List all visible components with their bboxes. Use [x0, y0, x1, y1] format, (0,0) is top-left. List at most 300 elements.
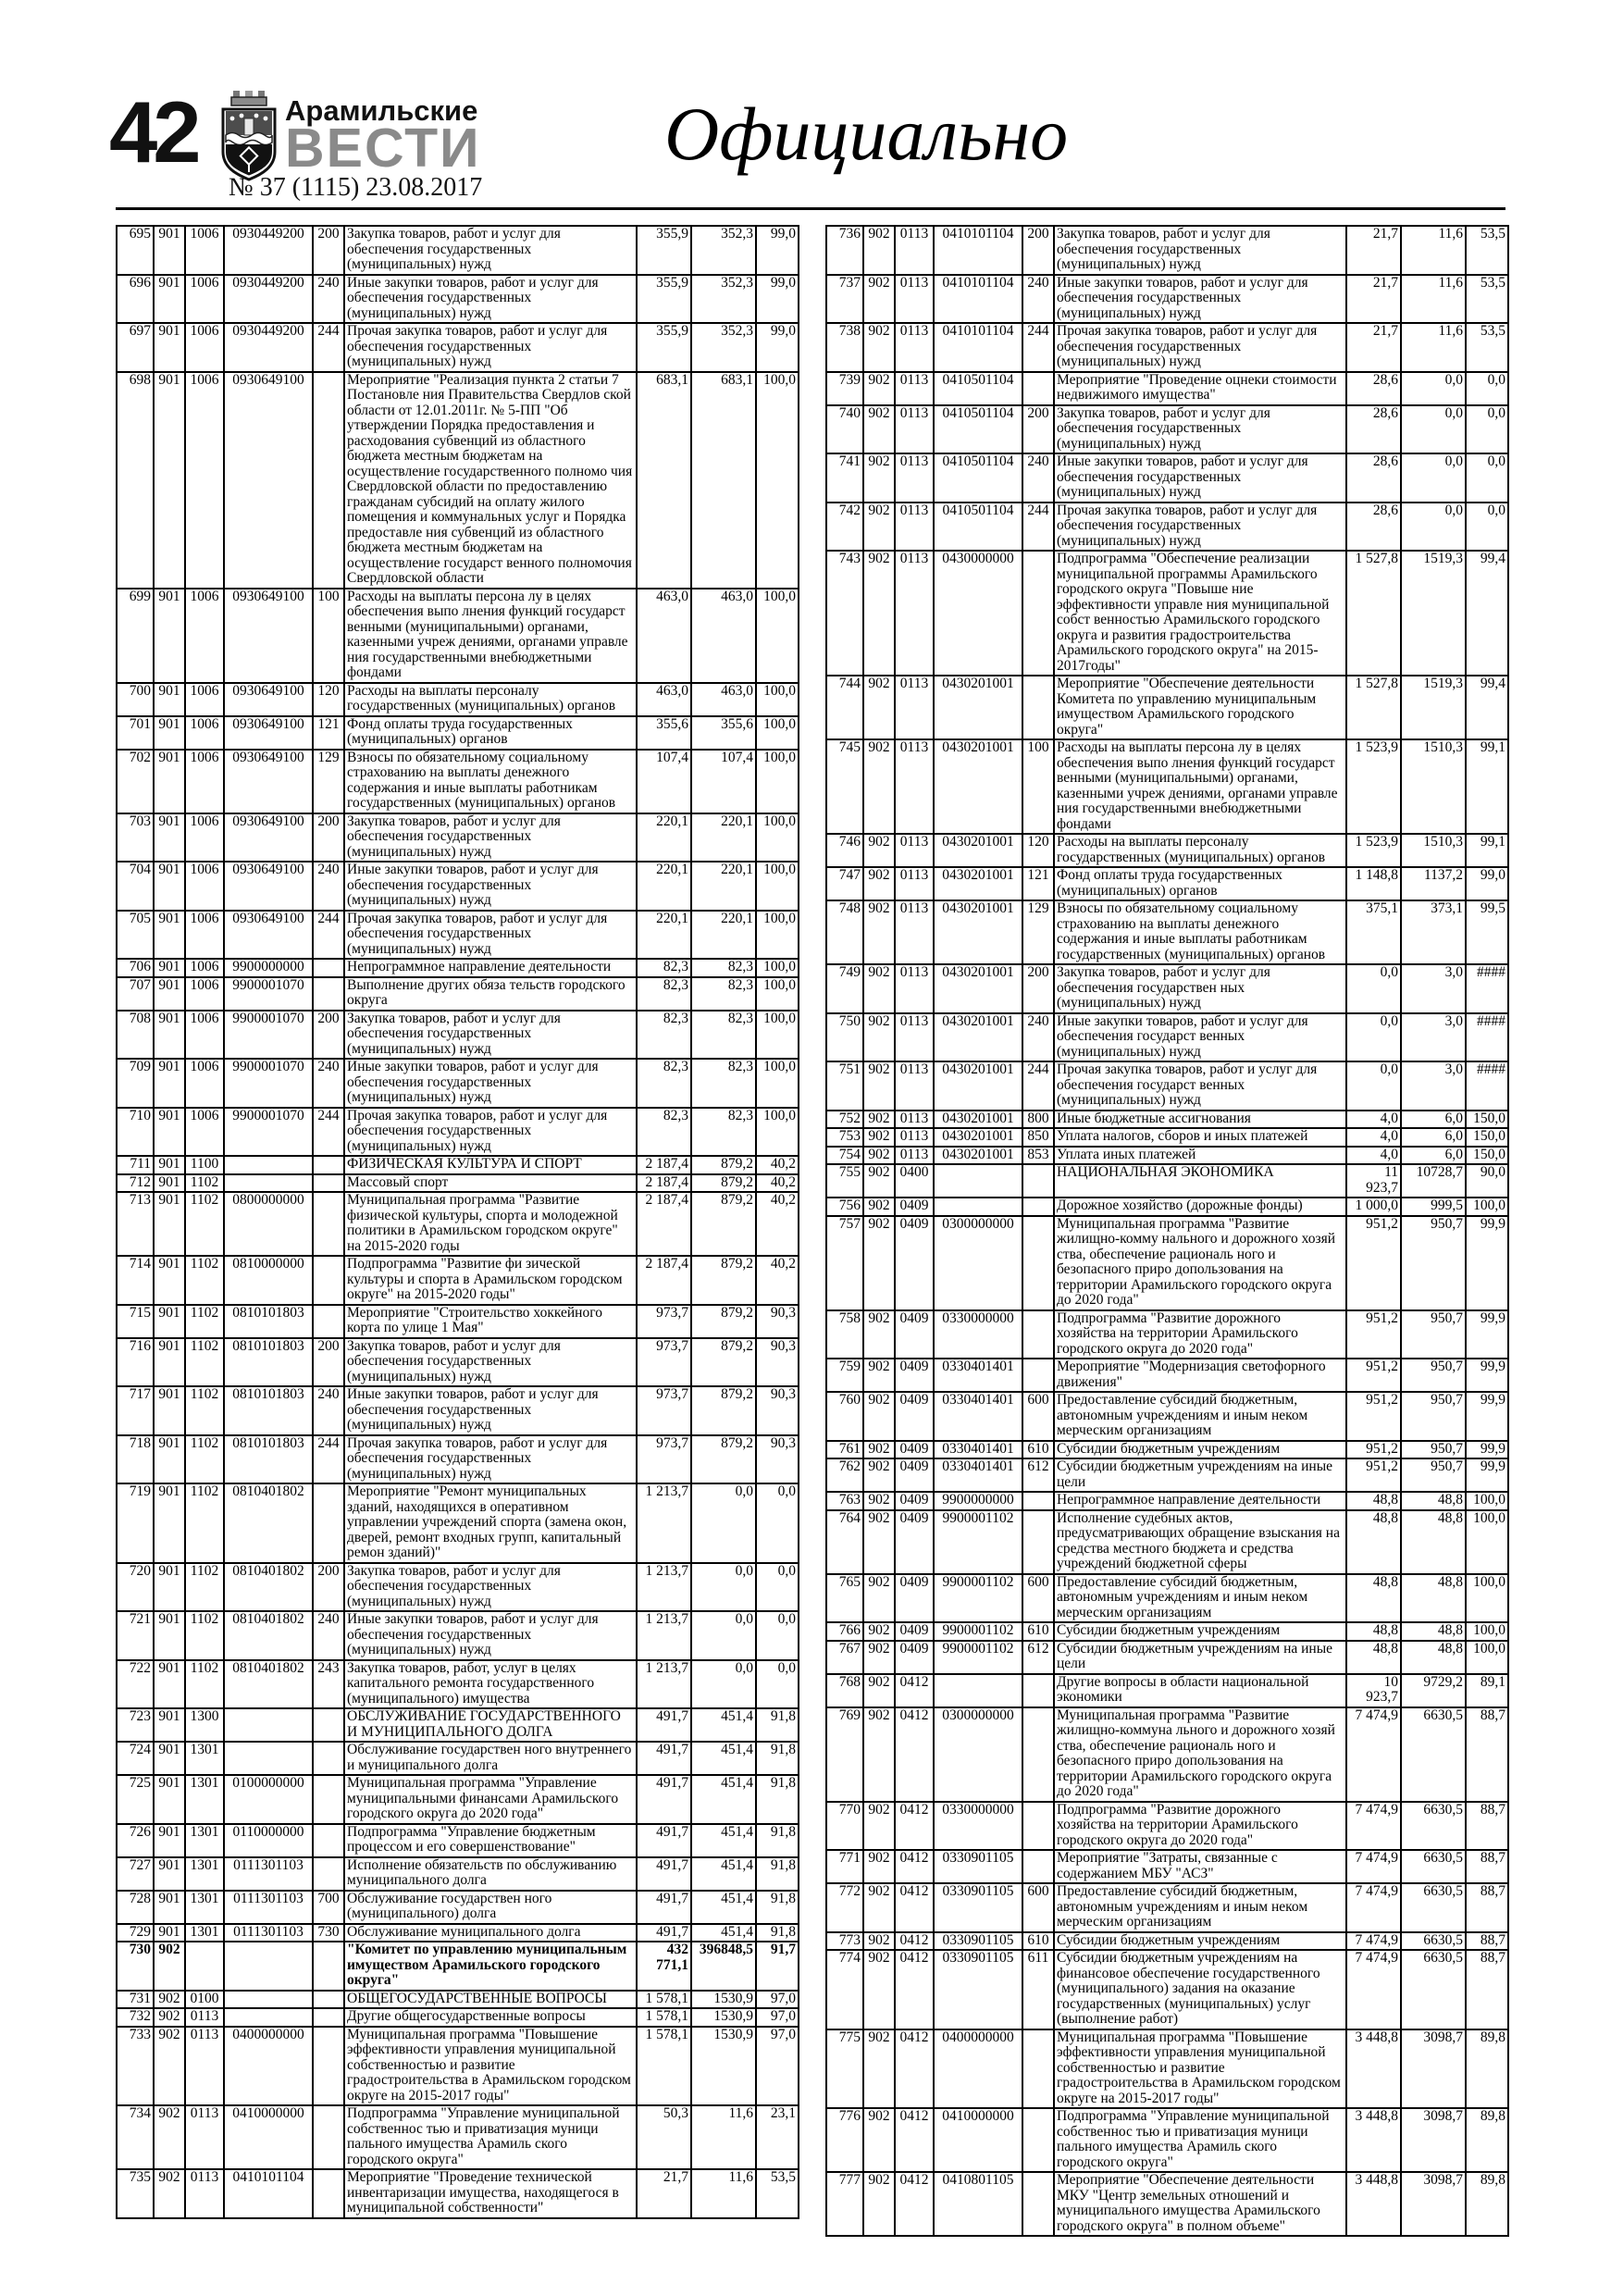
expense-type-cell: 200 [313, 226, 344, 275]
plan-value-cell: 1 213,7 [637, 1483, 691, 1563]
actual-value-cell: 48,8 [1401, 1622, 1466, 1641]
table-row [826, 1883, 1508, 1932]
grbs-code-cell: 902 [863, 1674, 895, 1707]
section-code-cell: 0412 [895, 1883, 934, 1932]
table-row [117, 1742, 799, 1775]
row-num-cell: 761 [826, 1441, 863, 1459]
item-name-cell: Подпрограмма "Управление бюджетным процессом и его совершенствование" [344, 1824, 637, 1857]
percent-value-cell: 53,5 [1466, 275, 1508, 324]
expense-type-cell [313, 372, 344, 589]
target-article-cell: 0410101104 [934, 275, 1022, 324]
item-name-cell: Закупка товаров, работ и услуг для обеспечения государственных (муниципальных) нужд [344, 1563, 637, 1612]
row-num-cell: 718 [117, 1435, 154, 1484]
row-num-cell: 741 [826, 453, 863, 503]
target-article-cell: 0330401401 [934, 1392, 1022, 1441]
plan-value-cell: 3 448,8 [1346, 2108, 1401, 2172]
plan-value-cell: 0,0 [1346, 964, 1401, 1013]
row-num-cell: 774 [826, 1950, 863, 2029]
expense-type-cell [1022, 2029, 1054, 2109]
target-article-cell: 0810101803 [224, 1386, 313, 1435]
target-article-cell: 0930449200 [224, 275, 313, 324]
item-name-cell: Подпрограмма "Развитие дорожного хозяйства на территории Арамильского городского округа до 2020 года" [1054, 1310, 1346, 1359]
target-article-cell: 9900001102 [934, 1622, 1022, 1641]
actual-value-cell: 879,2 [691, 1156, 756, 1174]
row-num-cell: 742 [826, 503, 863, 552]
expense-type-cell: 129 [313, 750, 344, 813]
plan-value-cell: 1 213,7 [637, 1660, 691, 1709]
percent-value-cell: 0,0 [1466, 405, 1508, 454]
row-num-cell: 735 [117, 2169, 154, 2218]
plan-value-cell: 2 187,4 [637, 1174, 691, 1193]
table-row [826, 739, 1508, 834]
percent-value-cell: 99,4 [1466, 676, 1508, 739]
actual-value-cell: 48,8 [1401, 1641, 1466, 1674]
percent-value-cell: 88,7 [1466, 1950, 1508, 2029]
percent-value-cell: 91,8 [756, 1824, 799, 1857]
expense-type-cell [1022, 551, 1054, 676]
actual-value-cell: 0,0 [691, 1660, 756, 1709]
row-num-cell: 776 [826, 2108, 863, 2172]
section-code-cell: 1102 [185, 1305, 224, 1338]
section-code-cell: 0113 [185, 2027, 224, 2106]
section-code-cell: 1100 [185, 1156, 224, 1174]
row-num-cell: 764 [826, 1510, 863, 1574]
row-num-cell: 728 [117, 1891, 154, 1924]
item-name-cell: Прочая закупка товаров, работ и услуг для обеспечения государственных (муниципальных) нужд [344, 323, 637, 372]
table-row [826, 676, 1508, 739]
expense-type-cell: 244 [1022, 323, 1054, 372]
section-code-cell: 0113 [185, 2169, 224, 2218]
expense-type-cell: 200 [1022, 405, 1054, 454]
section-code-cell: 1301 [185, 1775, 224, 1824]
section-code-cell: 0113 [895, 867, 934, 900]
row-num-cell: 699 [117, 589, 154, 683]
expense-type-cell: 240 [1022, 453, 1054, 503]
budget-table-right [825, 225, 1509, 2237]
expense-type-cell [313, 977, 344, 1011]
grbs-code-cell: 901 [154, 1156, 185, 1174]
percent-value-cell: 100,0 [756, 862, 799, 911]
expense-type-cell: 730 [313, 1924, 344, 1942]
expense-type-cell: 240 [313, 1059, 344, 1108]
plan-value-cell: 82,3 [637, 1011, 691, 1060]
grbs-code-cell: 902 [863, 503, 895, 552]
expense-type-cell [313, 1824, 344, 1857]
item-name-cell: Иные закупки товаров, работ и услуг для обеспечения государственных (муниципальных) нужд [1054, 275, 1346, 324]
plan-value-cell: 28,6 [1346, 372, 1401, 405]
target-article-cell: 0810101803 [224, 1338, 313, 1387]
item-name-cell: Подпрограмма "Развитие дорожного хозяйства на территории Арамильского городского округа до 2020 года" [1054, 1802, 1346, 1851]
table-row [826, 2172, 1508, 2236]
item-name-cell: "Комитет по управлению муниципальным имуществом Арамильского городского округа" [344, 1942, 637, 1991]
row-num-cell: 700 [117, 683, 154, 716]
percent-value-cell: 100,0 [1466, 1492, 1508, 1510]
section-code-cell: 0412 [895, 1802, 934, 1851]
row-num-cell: 753 [826, 1128, 863, 1147]
actual-value-cell: 3098,7 [1401, 2108, 1466, 2172]
expense-type-cell: 600 [1022, 1574, 1054, 1623]
expense-type-cell [313, 1256, 344, 1305]
row-num-cell: 771 [826, 1850, 863, 1883]
grbs-code-cell: 901 [154, 959, 185, 977]
section-code-cell: 1006 [185, 275, 224, 324]
target-article-cell [934, 1198, 1022, 1216]
plan-value-cell: 973,7 [637, 1435, 691, 1484]
section-code-cell [185, 1942, 224, 1991]
plan-value-cell: 491,7 [637, 1857, 691, 1891]
section-code-cell: 1301 [185, 1742, 224, 1775]
row-num-cell: 768 [826, 1674, 863, 1707]
target-article-cell: 0330401401 [934, 1359, 1022, 1392]
item-name-cell: Подпрограмма "Управление муниципальной собственнос тью и приватизация муници пального имущества Арамиль ского городского округа" [1054, 2108, 1346, 2172]
section-code-cell: 1006 [185, 750, 224, 813]
row-num-cell: 696 [117, 275, 154, 324]
table-row [826, 1674, 1508, 1707]
section-code-cell: 0113 [895, 551, 934, 676]
target-article-cell: 9900001070 [224, 1059, 313, 1108]
section-code-cell: 0113 [895, 1061, 934, 1111]
actual-value-cell: 3,0 [1401, 964, 1466, 1013]
section-code-cell: 1102 [185, 1174, 224, 1193]
row-num-cell: 751 [826, 1061, 863, 1111]
item-name-cell: Исполнение судебных актов, предусматривающих обращение взыскания на средства местного бюджета и средства учреждений бюджетной сферы [1054, 1510, 1346, 1574]
actual-value-cell: 451,4 [691, 1891, 756, 1924]
expense-type-cell: 129 [1022, 900, 1054, 964]
plan-value-cell: 107,4 [637, 750, 691, 813]
percent-value-cell: 90,3 [756, 1305, 799, 1338]
target-article-cell: 0330401401 [934, 1458, 1022, 1492]
section-code-cell: 0113 [895, 739, 934, 834]
target-article-cell: 0410101104 [934, 226, 1022, 275]
actual-value-cell: 451,4 [691, 1857, 756, 1891]
table-row [117, 2105, 799, 2169]
grbs-code-cell: 902 [863, 2029, 895, 2109]
section-code-cell: 1006 [185, 862, 224, 911]
item-name-cell: Прочая закупка товаров, работ и услуг для обеспечения государственных (муниципальных) нужд [344, 1435, 637, 1484]
actual-value-cell: 1510,3 [1401, 834, 1466, 867]
percent-value-cell: 99,0 [756, 323, 799, 372]
expense-type-cell: 200 [313, 813, 344, 863]
plan-value-cell: 491,7 [637, 1824, 691, 1857]
plan-value-cell: 11 923,7 [1346, 1164, 1401, 1198]
plan-value-cell: 7 474,9 [1346, 1707, 1401, 1802]
section-code-cell: 0409 [895, 1641, 934, 1674]
item-name-cell: Иные бюджетные ассигнования [1054, 1111, 1346, 1129]
table-row [117, 813, 799, 863]
grbs-code-cell: 901 [154, 589, 185, 683]
percent-value-cell: 89,8 [1466, 2172, 1508, 2236]
item-name-cell: Расходы на выплаты персона лу в целях обеспечения выпо лнения функций государст венными (муниципальными) органами, казенными учреж дениями, органами управле ния государственными внебюджетными фондами [1054, 739, 1346, 834]
plan-value-cell: 82,3 [637, 1108, 691, 1157]
item-name-cell: Мероприятие "Проведение технической инвентаризации имущества, находящегося в муниципальной собственности" [344, 2169, 637, 2218]
grbs-code-cell: 902 [863, 1147, 895, 1165]
grbs-code-cell: 901 [154, 1924, 185, 1942]
table-row [826, 551, 1508, 676]
row-num-cell: 766 [826, 1622, 863, 1641]
table-row [117, 683, 799, 716]
expense-type-cell: 200 [313, 1563, 344, 1612]
plan-value-cell: 3 448,8 [1346, 2029, 1401, 2109]
target-article-cell: 0430201001 [934, 1147, 1022, 1165]
plan-value-cell: 82,3 [637, 977, 691, 1011]
grbs-code-cell: 902 [863, 1622, 895, 1641]
brand-name-top: Арамильские [285, 94, 478, 127]
percent-value-cell: 0,0 [756, 1563, 799, 1612]
percent-value-cell: 99,9 [1466, 1216, 1508, 1310]
item-name-cell: Прочая закупка товаров, работ и услуг для обеспечения государственных (муниципальных) нужд [344, 1108, 637, 1157]
section-code-cell: 0409 [895, 1359, 934, 1392]
item-name-cell: Мероприятие "Обеспечение деятельности Комитета по управлению муниципальным имуществом Арамильского городского округа" [1054, 676, 1346, 739]
section-code-cell: 0113 [895, 323, 934, 372]
grbs-code-cell: 901 [154, 1611, 185, 1660]
row-num-cell: 743 [826, 551, 863, 676]
percent-value-cell: 91,8 [756, 1891, 799, 1924]
row-num-cell: 723 [117, 1708, 154, 1742]
target-article-cell: 0410801105 [934, 2172, 1022, 2236]
plan-value-cell: 951,2 [1346, 1458, 1401, 1492]
plan-value-cell: 2 187,4 [637, 1256, 691, 1305]
target-article-cell: 0330401401 [934, 1441, 1022, 1459]
section-code-cell: 0409 [895, 1458, 934, 1492]
percent-value-cell: 100,0 [756, 750, 799, 813]
section-code-cell: 0412 [895, 1950, 934, 2029]
percent-value-cell: 88,7 [1466, 1932, 1508, 1951]
grbs-code-cell: 902 [863, 1707, 895, 1802]
section-code-cell: 0113 [895, 453, 934, 503]
row-num-cell: 759 [826, 1359, 863, 1392]
grbs-code-cell: 902 [863, 1510, 895, 1574]
plan-value-cell: 7 474,9 [1346, 1802, 1401, 1851]
percent-value-cell: 90,3 [756, 1386, 799, 1435]
section-code-cell: 1102 [185, 1256, 224, 1305]
expense-type-cell [1022, 2172, 1054, 2236]
item-name-cell: Субсидии бюджетным учреждениям [1054, 1441, 1346, 1459]
target-article-cell: 9900000000 [224, 959, 313, 977]
item-name-cell: Непрограммное направление деятельности [344, 959, 637, 977]
row-num-cell: 740 [826, 405, 863, 454]
percent-value-cell: 91,8 [756, 1708, 799, 1742]
section-code-cell: 0113 [895, 275, 934, 324]
grbs-code-cell: 901 [154, 1108, 185, 1157]
percent-value-cell: 0,0 [756, 1483, 799, 1563]
table-row [117, 977, 799, 1011]
section-code-cell: 0113 [895, 372, 934, 405]
table-row [826, 1128, 1508, 1147]
table-row [826, 1164, 1508, 1198]
grbs-code-cell: 902 [863, 1850, 895, 1883]
target-article-cell: 0930649100 [224, 716, 313, 750]
plan-value-cell: 1 523,9 [1346, 834, 1401, 867]
grbs-code-cell: 901 [154, 1857, 185, 1891]
table-row [826, 1392, 1508, 1441]
expense-type-cell: 121 [313, 716, 344, 750]
plan-value-cell: 355,9 [637, 226, 691, 275]
plan-value-cell: 7 474,9 [1346, 1932, 1401, 1951]
percent-value-cell: 88,7 [1466, 1802, 1508, 1851]
row-num-cell: 775 [826, 2029, 863, 2109]
section-code-cell: 0412 [895, 1850, 934, 1883]
plan-value-cell: 951,2 [1346, 1359, 1401, 1392]
section-code-cell: 1006 [185, 683, 224, 716]
plan-value-cell: 0,0 [1346, 1061, 1401, 1111]
plan-value-cell: 7 474,9 [1346, 1883, 1401, 1932]
section-code-cell: 1006 [185, 813, 224, 863]
target-article-cell: 0110000000 [224, 1824, 313, 1857]
actual-value-cell: 6630,5 [1401, 1932, 1466, 1951]
plan-value-cell: 1 000,0 [1346, 1198, 1401, 1216]
expense-type-cell: 240 [313, 275, 344, 324]
section-code-cell: 0400 [895, 1164, 934, 1198]
percent-value-cell: 99,9 [1466, 1359, 1508, 1392]
grbs-code-cell: 902 [863, 1061, 895, 1111]
grbs-code-cell: 901 [154, 1011, 185, 1060]
row-num-cell: 707 [117, 977, 154, 1011]
grbs-code-cell: 902 [863, 323, 895, 372]
table-row [117, 1174, 799, 1193]
actual-value-cell: 0,0 [691, 1483, 756, 1563]
row-num-cell: 708 [117, 1011, 154, 1060]
grbs-code-cell: 902 [154, 1942, 185, 1991]
section-code-cell: 0113 [895, 1111, 934, 1129]
actual-value-cell: 3098,7 [1401, 2029, 1466, 2109]
percent-value-cell: 91,8 [756, 1857, 799, 1891]
target-article-cell: 9900001070 [224, 1011, 313, 1060]
expense-type-cell: 244 [313, 323, 344, 372]
expense-type-cell: 240 [1022, 275, 1054, 324]
grbs-code-cell: 901 [154, 750, 185, 813]
table-row [117, 1924, 799, 1942]
row-num-cell: 752 [826, 1111, 863, 1129]
percent-value-cell: 0,0 [1466, 503, 1508, 552]
row-num-cell: 720 [117, 1563, 154, 1612]
table-row [117, 1611, 799, 1660]
row-num-cell: 744 [826, 676, 863, 739]
actual-value-cell: 82,3 [691, 1011, 756, 1060]
grbs-code-cell: 902 [863, 1392, 895, 1441]
item-name-cell: Закупка товаров, работ и услуг для обеспечения государственных (муниципальных) нужд [1054, 405, 1346, 454]
percent-value-cell: 40,2 [756, 1156, 799, 1174]
section-code-cell: 1102 [185, 1338, 224, 1387]
plan-value-cell: 1 213,7 [637, 1611, 691, 1660]
budget-table-left-body [117, 226, 799, 2218]
expense-type-cell [1022, 1198, 1054, 1216]
table-row [117, 911, 799, 960]
item-name-cell: Мероприятие "Строительство хоккейного корта по улице 1 Мая" [344, 1305, 637, 1338]
item-name-cell: Фонд оплаты труда государственных (муниципальных) органов [344, 716, 637, 750]
section-code-cell: 1006 [185, 716, 224, 750]
item-name-cell: Иные закупки товаров, работ и услуг для обеспечения государственных (муниципальных) нужд [344, 862, 637, 911]
actual-value-cell: 950,7 [1401, 1441, 1466, 1459]
plan-value-cell: 973,7 [637, 1305, 691, 1338]
target-article-cell: 9900001102 [934, 1641, 1022, 1674]
expense-type-cell [313, 1174, 344, 1193]
target-article-cell [224, 1942, 313, 1991]
grbs-code-cell: 901 [154, 1660, 185, 1709]
grbs-code-cell: 902 [154, 2105, 185, 2169]
target-article-cell: 0810101803 [224, 1435, 313, 1484]
percent-value-cell: #### [1466, 964, 1508, 1013]
grbs-code-cell: 902 [863, 275, 895, 324]
percent-value-cell: 100,0 [756, 959, 799, 977]
plan-value-cell: 10 923,7 [1346, 1674, 1401, 1707]
target-article-cell: 0810401802 [224, 1563, 313, 1612]
section-code-cell: 0412 [895, 2172, 934, 2236]
section-code-cell: 0113 [185, 2008, 224, 2027]
percent-value-cell: 53,5 [756, 2169, 799, 2218]
actual-value-cell: 352,3 [691, 226, 756, 275]
section-code-cell: 1301 [185, 1891, 224, 1924]
item-name-cell: Мероприятие "Реализация пункта 2 статьи 7 Постановле ния Правительства Свердлов ской области от 12.01.2011г. № 5-ПП "Об утверждении Порядка предоставления и расходования субвенций из областного бюджета местным бюджетам на осуществление государственного полномо чия Свердловской области по предоставлению гражданам субсидий на оплату жилого помещения и коммунальных услуг и Порядка предоставле ния субвенций из областного бюджета местным бюджетам на осуществление государст венного полномочия Свердловской области [344, 372, 637, 589]
row-num-cell: 770 [826, 1802, 863, 1851]
section-code-cell: 1006 [185, 959, 224, 977]
actual-value-cell: 220,1 [691, 862, 756, 911]
table-row [117, 862, 799, 911]
table-row [826, 1932, 1508, 1951]
expense-type-cell [1022, 1674, 1054, 1707]
plan-value-cell: 973,7 [637, 1386, 691, 1435]
item-name-cell: Муниципальная программа "Развитие жилищно-комму нального и дорожного хозяй ства, обеспечение рациональ ного и безопасного приро допользования на территории Арамильского городского округа до 2020 года" [1054, 1216, 1346, 1310]
expense-type-cell [313, 1991, 344, 2009]
percent-value-cell: 23,1 [756, 2105, 799, 2169]
expense-type-cell [1022, 1850, 1054, 1883]
item-name-cell: Непрограммное направление деятельности [1054, 1492, 1346, 1510]
actual-value-cell: 950,7 [1401, 1359, 1466, 1392]
grbs-code-cell: 901 [154, 1338, 185, 1387]
grbs-code-cell: 902 [863, 1216, 895, 1310]
row-num-cell: 732 [117, 2008, 154, 2027]
section-code-cell: 1301 [185, 1924, 224, 1942]
grbs-code-cell: 901 [154, 1059, 185, 1108]
plan-value-cell: 2 187,4 [637, 1156, 691, 1174]
expense-type-cell [1022, 372, 1054, 405]
grbs-code-cell: 902 [863, 226, 895, 275]
target-article-cell: 0810401802 [224, 1483, 313, 1563]
expense-type-cell: 240 [313, 1611, 344, 1660]
item-name-cell: Мероприятие "Ремонт муниципальных зданий, находящихся в оперативном управлении учреждений спорта (замена окон, дверей, ремонт входных групп, капитальный ремон зданий)" [344, 1483, 637, 1563]
actual-value-cell: 1530,9 [691, 2027, 756, 2106]
expense-type-cell: 612 [1022, 1641, 1054, 1674]
grbs-code-cell: 902 [863, 1111, 895, 1129]
target-article-cell [934, 1164, 1022, 1198]
row-num-cell: 714 [117, 1256, 154, 1305]
row-num-cell: 737 [826, 275, 863, 324]
row-num-cell: 754 [826, 1147, 863, 1165]
percent-value-cell: 99,5 [1466, 900, 1508, 964]
table-row [826, 1802, 1508, 1851]
plan-value-cell: 432 771,1 [637, 1942, 691, 1991]
target-article-cell: 0800000000 [224, 1192, 313, 1256]
item-name-cell: Подпрограмма "Обеспечение реализации муниципальной программы Арамильского городского округа "Повыше ние эффективности управле ния муниципальной собст венностью Арамильского городского округа и развития градостроительства Арамильского городского округа" на 2015-2017годы" [1054, 551, 1346, 676]
target-article-cell: 0930649100 [224, 589, 313, 683]
actual-value-cell: 3,0 [1401, 1061, 1466, 1111]
expense-type-cell [1022, 1802, 1054, 1851]
item-name-cell: ФИЗИЧЕСКАЯ КУЛЬТУРА И СПОРТ [344, 1156, 637, 1174]
item-name-cell: Обслуживание государствен ного внутреннего и муниципального долга [344, 1742, 637, 1775]
plan-value-cell: 1 578,1 [637, 2027, 691, 2106]
expense-type-cell [313, 2008, 344, 2027]
expense-type-cell [1022, 1510, 1054, 1574]
percent-value-cell: 53,5 [1466, 323, 1508, 372]
actual-value-cell: 220,1 [691, 911, 756, 960]
grbs-code-cell: 902 [863, 1013, 895, 1062]
row-num-cell: 734 [117, 2105, 154, 2169]
percent-value-cell: 100,0 [756, 1108, 799, 1157]
row-num-cell: 772 [826, 1883, 863, 1932]
table-row [826, 1574, 1508, 1623]
target-article-cell: 0330000000 [934, 1310, 1022, 1359]
percent-value-cell: 99,9 [1466, 1392, 1508, 1441]
expense-type-cell [1022, 2108, 1054, 2172]
